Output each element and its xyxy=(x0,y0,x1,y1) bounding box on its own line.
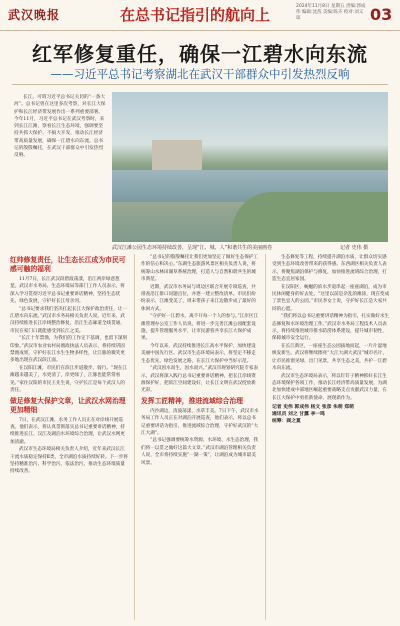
body-paragraph: “我们将以总书记重要讲话精神为指引，扎实做好水生态修复和水环境治理工作。”武汉市水务局工程技术人员表示，将持续推进城市排水防涝体系建设，提升城市韧性，保障城市安全运行。 xyxy=(272,314,390,342)
body-paragraph: “守护好一江碧水，离不开每一个人的参与。”江岸区江滩管理办公室工作人员说，将进一步完善江滩公园配套设施，提升管理服务水平，让市民游客共享长江大保护成果。 xyxy=(141,314,259,342)
column-title: 在总书记指引的航向上 xyxy=(120,6,271,24)
body-paragraph: 7日，在武汉江滩，水务工作人员正在对岸线开展巡查。他们表示，将认真贯彻落实总书记重要讲话精神，持续推进长江、汉江及湖泊水环境综合治理，让武汉水网更加清澈。 xyxy=(10,417,125,445)
body-paragraph: “长江十年禁渔，为我们的工作定下基调，也留下深刻印象。”武汉市农业农村局渔政执法人员表示，将持续巩固禁渔成果，守护好长江水生生物多样性，让江豚的微笑更多地出现在武汉段江面。 xyxy=(10,336,128,364)
body-paragraph: 今年以来，武汉持续推进长江高水平保护，加快建设美丽中国先行区。武汉市生态环境局表示，将坚定不移走生态优先、绿色发展之路，在长江大保护中当好示范。 xyxy=(141,343,256,364)
body-paragraph: “总书记要求我们坚决扛起长江大保护政治责任，让一江碧水向东流。”武汉市水务局相关负责人说，近年来，武汉持续推进长江岸线整治修复，沿江生态廊道全线贯通，市民在家门口就能感受到长江之美。 xyxy=(10,306,128,334)
body-paragraph: 在长江新区，一座座生态公园拔地而起，一片片湿地焕发新生。武汉将继续擦亮“大江大湖大武汉”城市名片，让市民推窗见绿、出门见景，共享生态之美，共护一江碧水向东流。 xyxy=(272,343,387,372)
body-paragraph: “武汉因水而生、因水而兴。”武汉市规划研究院专家表示，武汉将深入践行总书记重要讲话精神，把长江岸线资源保护好，把滨江空间建设好，让长江文明在武汉绽放新光彩。 xyxy=(141,366,259,394)
subheadline: ——习近平总书记考察湖北在武汉干部群众中引发热烈反响 xyxy=(50,67,350,81)
column-rule xyxy=(134,254,135,620)
body-paragraph: 生态修复等工程，持续提升湖泊水质，让群众切实感受到生态环境改善带来的获得感。东西湖区相关负责人表示，将聚焦湖泊保护与修复，加快推进流域综合治理，打造生态宜居家园。 xyxy=(272,255,387,283)
body-paragraph: 近期，武汉市水务局与周边区联合开展专项巡查，共排查沿江排口问题点位，并逐一建立整改清单。市民们纷纷表示，江滩变美了，周末带孩子来江边散步成了最好的休闲方式。 xyxy=(141,284,256,312)
body-paragraph: “总书记强调要统筹水资源、水环境、水生态治理，我们将一以贯之做好这篇大文章。”武汉市湖泊管理相关负责人说，全市将持续实施“一湖一策”，让湖泊成为城市最美风景。 xyxy=(141,438,259,466)
page-number: 03 xyxy=(370,5,393,24)
body-paragraph: 内沙湖边，清波荡漾，水草丰美。7日下午，武汉市水务局工作人员正在对湖泊开展巡查，他们表示，将以总书记重要讲话为指引，推进流域综合治理，守护好武汉的“大江大湖”。 xyxy=(141,408,259,436)
article-column-3 xyxy=(272,254,390,425)
body-paragraph: 武汉市生态环境局表示，将以钉钉子精神抓好长江生态环境保护各项工作，推动长江经济带高质量发展，为湖北加快建成中部地区崛起重要战略支点贡献武汉力量，在长江大保护中勇担新使命、展现新作为。 xyxy=(272,373,387,401)
section-heading: 红帅修复责任，让生态长江成为市民可感可触的福利 xyxy=(10,256,126,273)
body-paragraph: 11月7日，长江武汉段碧波荡漾，沿江两岸绿意葱茏。武汉市水务局、生态环境局等部门工作人员表示，将深入学习贯彻习近平总书记重要讲话精神，坚持生态优先、绿色发展，守护好长江母亲河。 xyxy=(10,277,125,305)
section-heading: 做足修复大保护文章，让武汉水网治理更加精细 xyxy=(10,396,126,414)
masthead xyxy=(0,0,400,31)
section-heading: 发挥工匠精神，推进流域综合治理 xyxy=(141,396,243,405)
body-paragraph: 在汉阳江滩，市民们在滨江步道散步、骑行。“现在江滩越来越美了，水更清了，岸更绿了，江豚也能常常看见。”家住汉阳的市民王先生说，守护长江是每个武汉人的责任。 xyxy=(10,365,128,394)
photo-building xyxy=(152,140,202,170)
body-paragraph: 武汉市生态环境局相关负责人介绍，近年来武汉长江干流水质稳定保持Ⅱ类，全市湖泊水质持续好转。下一步将坚持精准治污、科学治污、依法治污，推动生态环境质量持续改善。 xyxy=(10,447,128,475)
body-paragraph: 在汉阳区，蜿蜒的滨水步道串起一座座湖泊，成为市民休闲健身的好去处。“这里以前是杂乱的滩涂，现在变成了景色宜人的公园。”市民李女士说，守护好长江是大家共同的心愿。 xyxy=(272,284,390,312)
article-column-2 xyxy=(141,254,259,467)
body-paragraph: “总书记的殷殷嘱托让我们更加坚定了做好生态保护工作的信心和决心。”东湖生态旅游风景区相关负责人说，将统筹山水林田湖草系统治理，打造人与自然和谐共生的城市典范。 xyxy=(141,255,259,283)
issue-info: 2024年11月8日 星期五 责编:郭成伟 编辑:沈茜 美编:陈卉 校对:刘义琼 xyxy=(296,4,366,21)
article-column-1 xyxy=(10,254,128,476)
headline: 红军修复重任，确保一江碧水向东流 xyxy=(32,42,368,66)
newspaper-logo: 武汉晚报 xyxy=(8,8,61,22)
lead-box xyxy=(14,94,106,240)
column-rule xyxy=(265,254,266,620)
news-photo xyxy=(112,92,388,242)
reporter-credits: 记者 史伟 郭成伟 杨文 张彦 朱萌 郑萌 通讯员 刘之 甘露 李一鸣 统筹：阎之夏 xyxy=(272,405,354,425)
headline-divider xyxy=(12,84,388,85)
lead-paragraph: 长江，可谓习近平总书记关切的“一条大河”。总书记曾在这里多次考察，对长江大保护和长江经济带发展作出一系列重要部署。今年11月，习近平总书记在武汉考察时，来到长江江滩，察看长江生态环境，强调要坚持共抓大保护、不搞大开发，推动长江经济带高质量发展，确保一江碧水向东流。总书记的殷殷嘱托，在武汉干部群众中引发热烈反响。 xyxy=(14,95,106,159)
photo-park xyxy=(232,192,388,242)
photo-credit: 记者 史伟 摄 xyxy=(340,245,369,251)
photo-caption: 武汉江滩公园生态环境持续改善，呈现“江、城、人”和谐共生的美丽画卷 xyxy=(112,245,273,251)
